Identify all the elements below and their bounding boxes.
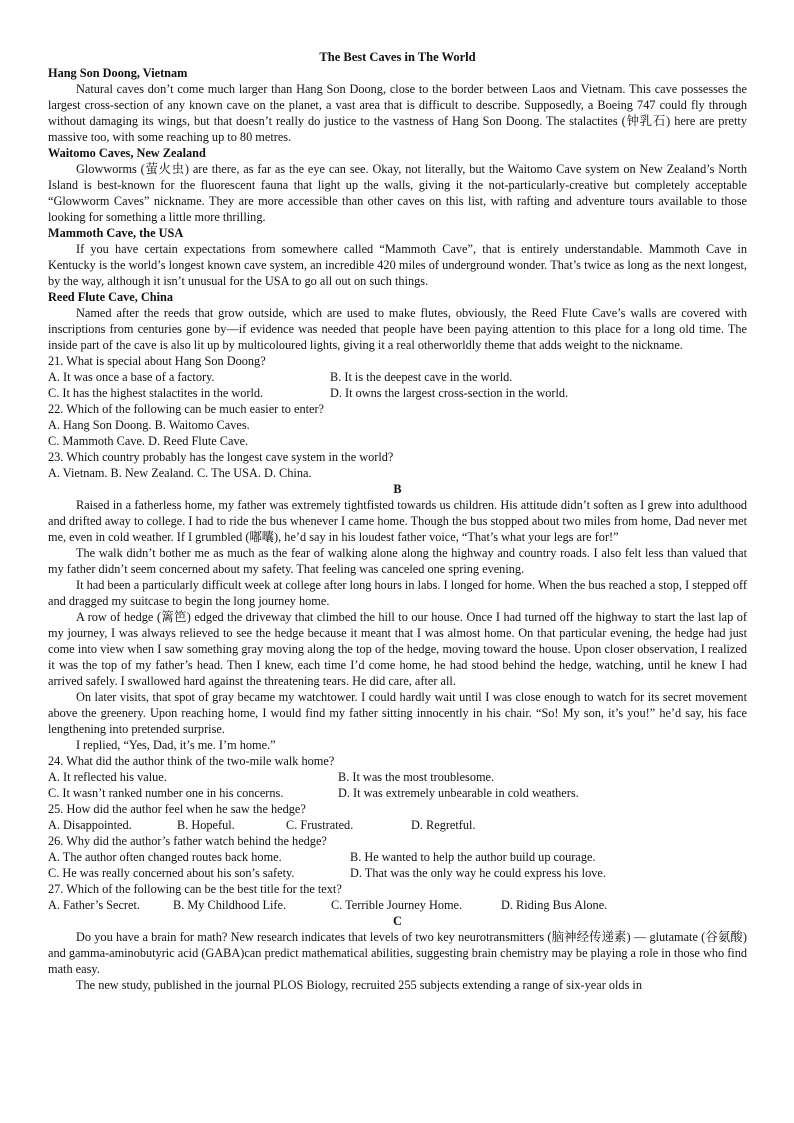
option-c: C. Terrible Journey Home. [331, 898, 463, 912]
passage-paragraph: On later visits, that spot of gray became my watchtower. I could hardly wait until I was close enough to watch for its secret movement above the greenery. Upon reaching home, I would find my father sitting innocently in his chair. “So! My son, it’s you!” he’d say, his face lengthening into pretended surprise. [48, 690, 747, 736]
passage-paragraph: Do you have a brain for math? New research indicates that levels of two key neurotransmitters (脑神经传递素) — glutamate (谷氨酸) and gamma-aminobutyric acid (GABA)can predict mathematical abilities, suggesting brain chemistry may be playing a role in those who find math easy. [48, 930, 748, 976]
option-a: A. Father’s Secret. [48, 898, 140, 912]
cave-paragraph: If you have certain expectations from somewhere called “Mammoth Cave”, that is entirely understandable. Mammoth Cave in Kentucky is the world’s longest known cave system, an incredible 420 miles of underground wonder. That’s twice as long as the next longest, by the way, although it isn’t unusual for the USA to go all out on such things. [48, 242, 747, 288]
option-b: B. My Childhood Life. [173, 898, 287, 912]
question-23 [48, 449, 747, 481]
option-row [48, 865, 747, 881]
option-row [48, 369, 747, 385]
option-line: C. Mammoth Cave. D. Reed Flute Cave. [48, 434, 249, 448]
option-row [48, 849, 747, 865]
passage-paragraph: The walk didn’t bother me as much as the fear of walking alone along the highway and country roads. I also felt less than valued that my father didn’t seem concerned about my safety. That feeling was canceled one spring evening. [48, 546, 747, 576]
section-letter-b: B [393, 482, 402, 496]
option-row [48, 817, 747, 833]
option-line: A. Hang Son Doong. B. Waitomo Caves. [48, 418, 250, 432]
option-c: C. Frustrated. [286, 818, 354, 832]
question-21 [48, 353, 747, 401]
question-25 [48, 801, 747, 833]
cave-hang-son-doong [48, 65, 747, 145]
cave-paragraph: Natural caves don’t come much larger than Hang Son Doong, close to the border between Laos and Vietnam. This cave possesses the largest cross-section of any known cave on the planet, a vast area that is difficult to describe. Supposedly, a Boeing 747 could fly through without damaging its wings, but that doesn’t really do justice to the vastness of Hang Son Doong. The stalactites (钟乳石) here are pretty massive too, with some reaching up to 80 metres. [48, 82, 747, 144]
question-text: 25. How did the author feel when he saw the hedge? [48, 802, 306, 816]
section-letter-c: C [393, 914, 402, 928]
page-title: The Best Caves in The World [319, 50, 476, 64]
passage-paragraph: It had been a particularly difficult week at college after long hours in labs. I longed for home. When the bus reached a stop, I stepped off and dragged my suitcase to begin the long journey home. [48, 578, 747, 608]
cave-reed-flute [48, 289, 747, 353]
option-a: A. It reflected his value. [48, 770, 167, 784]
cave-heading: Mammoth Cave, the USA [48, 226, 184, 240]
question-text: 22. Which of the following can be much easier to enter? [48, 402, 325, 416]
cave-paragraph: Named after the reeds that grow outside, which are used to make flutes, obviously, the Reed Flute Cave’s walls are covered with inscriptions from centuries gone by—if evidence was needed that people have been paying attention to this place for a long old time. The inside part of the cave is also lit up by multicoloured lights, giving it a real otherworldly theme that adds weight to the nickname. [48, 306, 747, 352]
question-text: 27. Which of the following can be the best title for the text? [48, 882, 342, 896]
passage-paragraph: The new study, published in the journal PLOS Biology, recruited 255 subjects extending a range of six-year olds in [76, 978, 642, 992]
option-row [48, 385, 747, 401]
question-26 [48, 833, 747, 881]
option-a: A. It was once a base of a factory. [48, 370, 215, 384]
question-22 [48, 401, 747, 449]
option-b: B. It is the deepest cave in the world. [330, 370, 513, 384]
option-c: C. It wasn’t ranked number one in his concerns. [48, 786, 284, 800]
option-d: D. Riding Bus Alone. [501, 898, 608, 912]
cave-heading: Hang Son Doong, Vietnam [48, 66, 188, 80]
cave-heading: Reed Flute Cave, China [48, 290, 174, 304]
question-text: 21. What is special about Hang Son Doong? [48, 354, 266, 368]
option-b: B. Hopeful. [177, 818, 235, 832]
option-d: D. It was extremely unbearable in cold weathers. [338, 786, 579, 800]
option-b: B. It was the most troublesome. [338, 770, 495, 784]
cave-paragraph: Glowworms (萤火虫) are there, as far as the eye can see. Okay, not literally, but the Waitomo Cave system on New Zealand’s North Island is best-known for the fluorescent fauna that light up the walls, giving it the not-particularly-creative but completely acceptable “Glowworm Caves” nickname. They are more accessible than other caves on this list, with rafting and adventure tours available to those looking for something a little more thrilling. [48, 162, 747, 224]
cave-mammoth [48, 225, 747, 289]
option-d: D. It owns the largest cross-section in the world. [330, 386, 569, 400]
option-d: D. Regretful. [411, 818, 476, 832]
option-line: A. Vietnam. B. New Zealand. C. The USA. D. China. [48, 466, 312, 480]
question-text: 26. Why did the author’s father watch behind the hedge? [48, 834, 327, 848]
option-d: D. That was the only way he could express his love. [350, 866, 606, 880]
option-b: B. He wanted to help the author build up courage. [350, 850, 596, 864]
option-c: C. He was really concerned about his son’s safety. [48, 866, 295, 880]
question-24 [48, 753, 747, 801]
question-27 [48, 881, 747, 913]
cave-heading: Waitomo Caves, New Zealand [48, 146, 206, 160]
option-row [48, 897, 747, 913]
option-a: A. The author often changed routes back home. [48, 850, 282, 864]
option-a: A. Disappointed. [48, 818, 132, 832]
question-text: 24. What did the author think of the two-mile walk home? [48, 754, 335, 768]
passage-paragraph: A row of hedge (篱笆) edged the driveway that climbed the hill to our house. Once I had turned off the highway to start the last lap of my journey, I was always relieved to see the hedge because it meant that I was almost home. On that particular evening, the hedge had just come into view when I saw something gray moving along the top of the hedge, moving toward the house. Upon closer observation, I realized it was the top of my father’s head. Then I knew, each time I’d come home, he had stood behind the hedge, watching, until he knew I had arrived safely. I swallowed hard against the threatening tears. He did care, after all. [48, 610, 747, 688]
option-row [48, 785, 747, 801]
passage-paragraph: Raised in a fatherless home, my father was extremely tightfisted towards us children. His attitude didn’t soften as I grew into adulthood and drifted away to college. I had to ride the bus whenever I came home. Though the bus stopped about two miles from home, Dad never met me, even in cold weather. If I grumbled (嘟囔), he’d say in his loudest father voice, “That’s what your legs are for!” [48, 498, 747, 544]
cave-waitomo [48, 145, 747, 225]
option-c: C. It has the highest stalactites in the world. [48, 386, 264, 400]
question-text: 23. Which country probably has the longest cave system in the world? [48, 450, 394, 464]
option-row [48, 769, 747, 785]
passage-paragraph: I replied, “Yes, Dad, it’s me. I’m home.” [76, 738, 276, 752]
